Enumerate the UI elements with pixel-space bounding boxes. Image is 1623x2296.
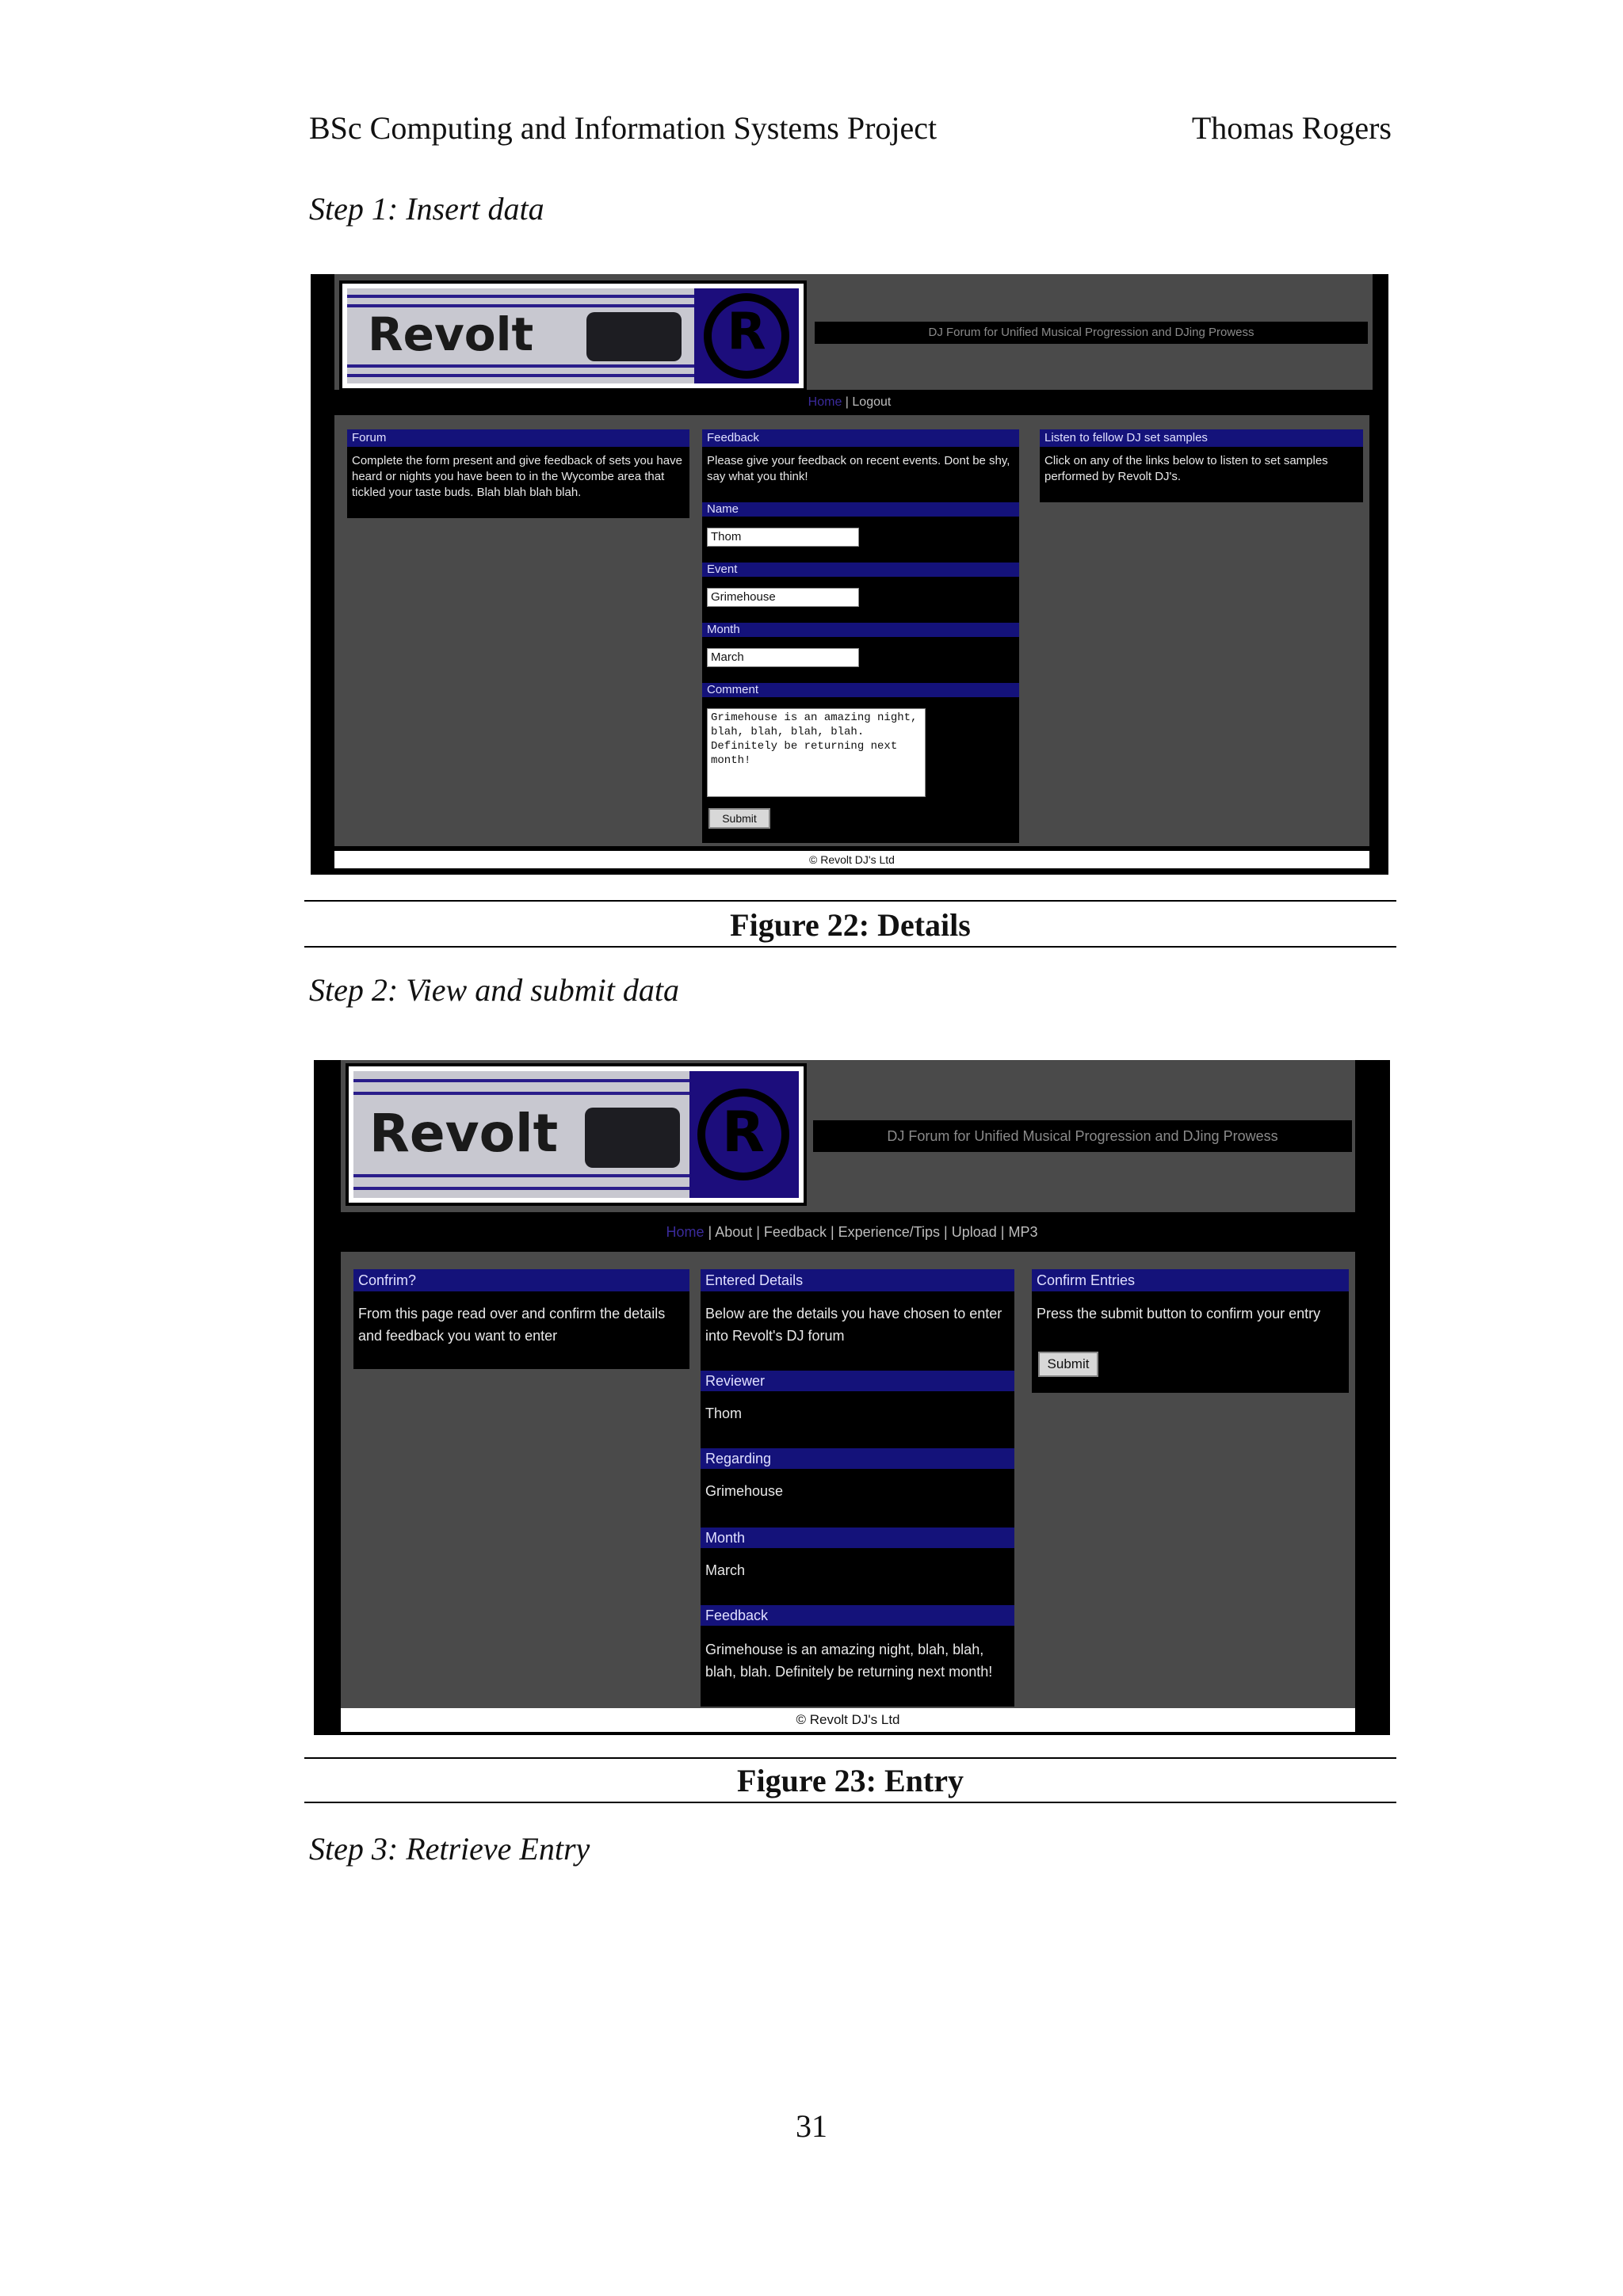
confirm-info-title: Confrim?: [353, 1269, 689, 1291]
reviewer-value: Thom: [705, 1405, 743, 1421]
nav-logout-link[interactable]: Logout: [852, 395, 892, 409]
forum-panel-title: Forum: [347, 429, 689, 447]
revolt-logo: [349, 1066, 804, 1203]
name-label: Name: [702, 502, 1019, 517]
turntable-icon: [585, 1108, 680, 1168]
registered-mark-icon: R: [689, 1071, 799, 1198]
feedback-panel-title: Feedback: [702, 429, 1019, 447]
entered-details-title: Entered Details: [701, 1269, 1014, 1291]
event-label: Event: [702, 563, 1019, 577]
event-input[interactable]: Grimehouse: [707, 588, 859, 607]
listen-panel-title: Listen to fellow DJ set samples: [1040, 429, 1363, 447]
figure-22-screenshot: [311, 274, 1388, 875]
feedback-value: Grimehouse is an amazing night, blah, blah, blah, blah. Definitely be returning next month!: [705, 1642, 993, 1680]
document-header-author: Thomas Rogers: [1191, 110, 1392, 146]
comment-textarea[interactable]: Grimehouse is an amazing night, blah, blah, blah, blah. Definitely be returning next month!: [707, 708, 926, 797]
listen-panel: [1040, 429, 1363, 502]
nav-links[interactable]: | About | Feedback | Experience/Tips | Upload | MP3: [704, 1224, 1038, 1240]
figure-22-top-rule: [304, 900, 1396, 902]
feedback-panel: [702, 429, 1019, 843]
figure-22-caption: Figure 22: Details: [730, 907, 971, 943]
step-3-heading: Step 3: Retrieve Entry: [309, 1831, 590, 1867]
entered-details-panel: [701, 1269, 1014, 1707]
top-nav: [311, 390, 1388, 415]
nav-separator: |: [842, 395, 853, 409]
figure-23-top-rule: [304, 1757, 1396, 1759]
site-tagline: DJ Forum for Unified Musical Progression and DJing Prowess: [813, 1120, 1352, 1152]
site-footer: © Revolt DJ's Ltd: [341, 1708, 1355, 1732]
revolt-logo: [342, 284, 804, 388]
figure-22-bottom-rule: [304, 946, 1396, 948]
document-header-title: BSc Computing and Information Systems Project: [309, 110, 938, 146]
confirm-info-panel: [353, 1269, 689, 1369]
site-footer: © Revolt DJ's Ltd: [334, 851, 1369, 868]
logo-text: Revolt: [368, 307, 534, 361]
nav-home-link[interactable]: Home: [666, 1224, 705, 1240]
top-nav: [314, 1212, 1390, 1252]
figure-23-screenshot: [314, 1060, 1390, 1735]
month-input[interactable]: March: [707, 648, 859, 667]
figure-23-caption: Figure 23: Entry: [737, 1763, 964, 1798]
turntable-icon: [586, 312, 682, 361]
confirm-entries-text: Press the submit button to confirm your entry: [1037, 1306, 1321, 1322]
confirm-entries-panel: [1032, 1269, 1349, 1393]
figure-23-bottom-rule: [304, 1802, 1396, 1803]
listen-panel-text: Click on any of the links below to listen to set samples performed by Revolt DJ's.: [1044, 454, 1328, 483]
regarding-label: Regarding: [701, 1448, 1014, 1469]
registered-mark-icon: R: [694, 288, 799, 383]
confirm-submit-button[interactable]: Submit: [1038, 1352, 1098, 1377]
month-label: Month: [701, 1527, 1014, 1548]
name-input[interactable]: Thom: [707, 528, 859, 547]
month-value: March: [705, 1562, 746, 1578]
confirm-info-text: From this page read over and confirm the details and feedback you want to enter: [358, 1306, 666, 1344]
entered-details-intro: Below are the details you have chosen to enter into Revolt's DJ forum: [705, 1306, 1002, 1344]
site-tagline: DJ Forum for Unified Musical Progression and DJing Prowess: [815, 322, 1368, 344]
forum-panel: [347, 429, 689, 518]
logo-text: Revolt: [369, 1103, 559, 1164]
submit-button[interactable]: Submit: [708, 808, 770, 829]
feedback-panel-intro: Please give your feedback on recent events. Dont be shy, say what you think!: [707, 454, 1010, 483]
page-number: 31: [796, 2108, 827, 2144]
confirm-entries-title: Confirm Entries: [1032, 1269, 1349, 1291]
forum-panel-text: Complete the form present and give feedback of sets you have heard or nights you have been to in the Wycombe area that tickled your taste buds. Blah blah blah blah.: [352, 454, 682, 499]
month-label: Month: [702, 623, 1019, 637]
nav-home-link[interactable]: Home: [808, 395, 842, 409]
step-2-heading: Step 2: View and submit data: [309, 972, 679, 1008]
regarding-value: Grimehouse: [705, 1483, 784, 1499]
step-1-heading: Step 1: Insert data: [309, 191, 544, 227]
comment-label: Comment: [702, 683, 1019, 697]
reviewer-label: Reviewer: [701, 1371, 1014, 1391]
feedback-label: Feedback: [701, 1605, 1014, 1626]
